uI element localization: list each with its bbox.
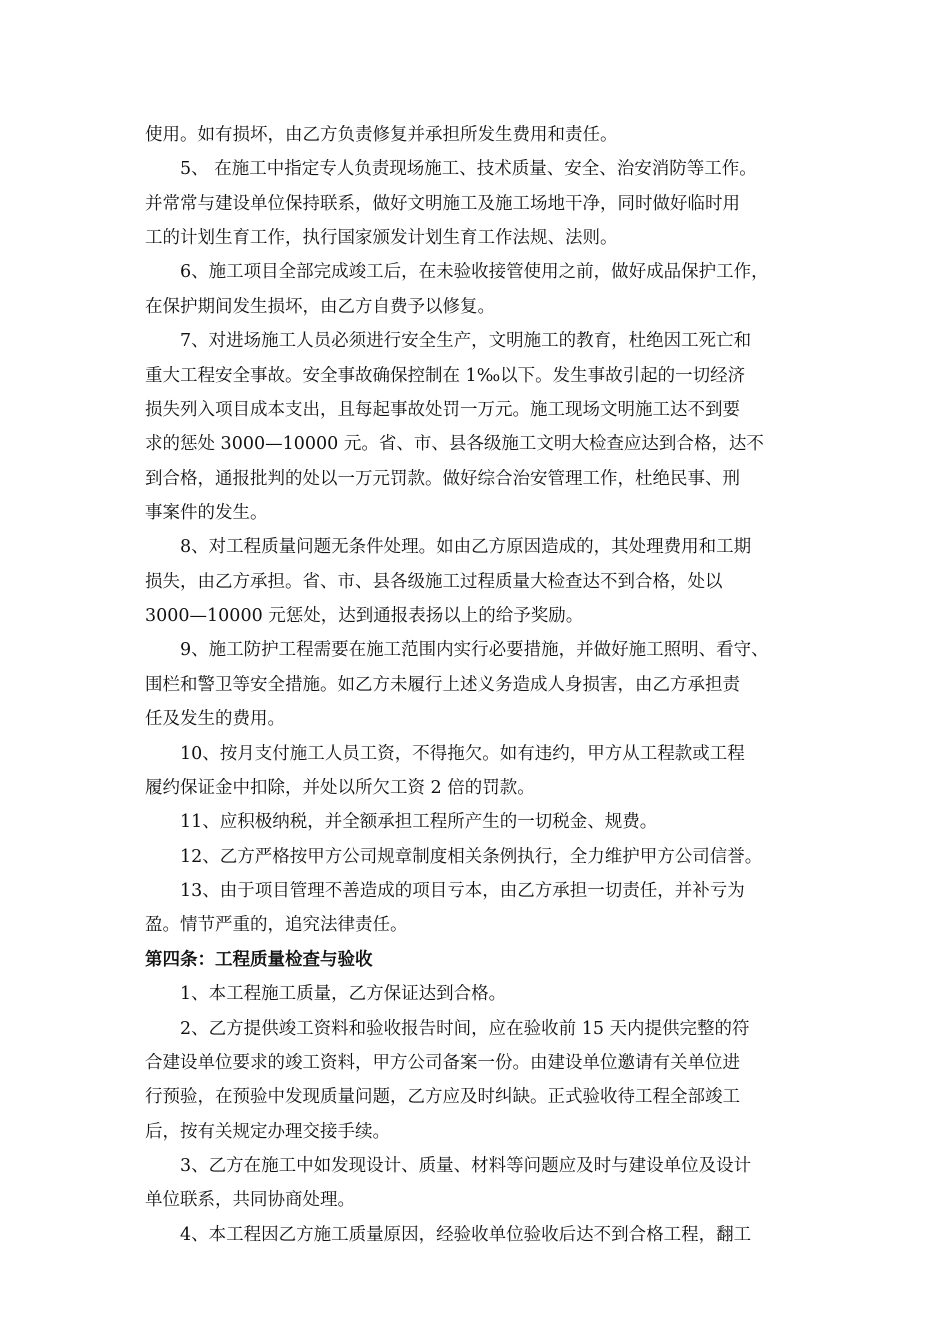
item-1: 1、本工程施工质量，乙方保证达到合格。	[180, 984, 507, 1004]
text-line: 盈。情节严重的，追究法律责任。	[145, 915, 408, 935]
clause-6: 6、施工项目全部完成竣工后，在未验收接管使用之前，做好成品保护工作，	[180, 262, 769, 282]
clause-7: 7、对进场施工人员必须进行安全生产，文明施工的教育，杜绝因工死亡和	[180, 331, 752, 351]
clause-8: 8、对工程质量问题无条件处理。如由乙方原因造成的，其处理费用和工期	[180, 537, 752, 557]
clause-12: 12、乙方严格按甲方公司规章制度相关条例执行，全力维护甲方公司信誉。	[180, 847, 763, 867]
clause-5: 5、 在施工中指定专人负责现场施工、技术质量、安全、治安消防等工作。	[180, 159, 757, 179]
text-line: 损失列入项目成本支出，且每起事故处罚一万元。施工现场文明施工达不到要	[145, 400, 740, 420]
item-2: 2、乙方提供竣工资料和验收报告时间，应在验收前 15 天内提供完整的符	[180, 1019, 750, 1039]
clause-11: 11、应积极纳税，并全额承担工程所产生的一切税金、规费。	[180, 812, 658, 832]
clause-10: 10、按月支付施工人员工资，不得拖欠。如有违约，甲方从工程款或工程	[180, 744, 745, 764]
clause-13: 13、由于项目管理不善造成的项目亏本，由乙方承担一切责任，并补亏为	[180, 881, 745, 901]
text-line: 事案件的发生。	[145, 503, 268, 523]
item-4: 4、本工程因乙方施工质量原因，经验收单位验收后达不到合格工程，翻工	[180, 1225, 752, 1245]
text-line: 使用。如有损坏，由乙方负责修复并承担所发生费用和责任。	[145, 125, 618, 145]
text-line: 在保护期间发生损坏，由乙方自费予以修复。	[145, 297, 495, 317]
text-line: 任及发生的费用。	[145, 709, 285, 729]
text-line: 单位联系，共同协商处理。	[145, 1190, 355, 1210]
text-line: 履约保证金中扣除，并处以所欠工资 2 倍的罚款。	[145, 778, 535, 798]
text-line: 行预验，在预验中发现质量问题，乙方应及时纠缺。正式验收待工程全部竣工	[145, 1087, 740, 1107]
section-heading: 第四条：工程质量检查与验收	[145, 950, 373, 970]
item-3: 3、乙方在施工中如发现设计、质量、材料等问题应及时与建设单位及设计	[180, 1156, 752, 1176]
text-line: 到合格，通报批判的处以一万元罚款。做好综合治安管理工作，杜绝民事、刑	[145, 469, 740, 489]
clause-9: 9、施工防护工程需要在施工范围内实行必要措施，并做好施工照明、看守、	[180, 640, 769, 660]
text-line: 围栏和警卫等安全措施。如乙方未履行上述义务造成人身损害，由乙方承担责	[145, 675, 740, 695]
text-line: 并常常与建设单位保持联系，做好文明施工及施工场地干净，同时做好临时用	[145, 194, 740, 214]
text-line: 求的惩处 3000—10000 元。省、市、县各级施工文明大检查应达到合格，达不	[145, 434, 764, 454]
text-line: 后，按有关规定办理交接手续。	[145, 1122, 390, 1142]
text-line: 合建设单位要求的竣工资料，甲方公司备案一份。由建设单位邀请有关单位进	[145, 1053, 740, 1073]
text-line: 工的计划生育工作，执行国家颁发计划生育工作法规、法则。	[145, 228, 618, 248]
text-line: 重大工程安全事故。安全事故确保控制在 1‰以下。发生事故引起的一切经济	[145, 366, 746, 386]
text-line: 损失，由乙方承担。省、市、县各级施工过程质量大检查达不到合格，处以	[145, 572, 723, 592]
text-line: 3000—10000 元惩处，达到通报表扬以上的给予奖励。	[145, 606, 584, 626]
